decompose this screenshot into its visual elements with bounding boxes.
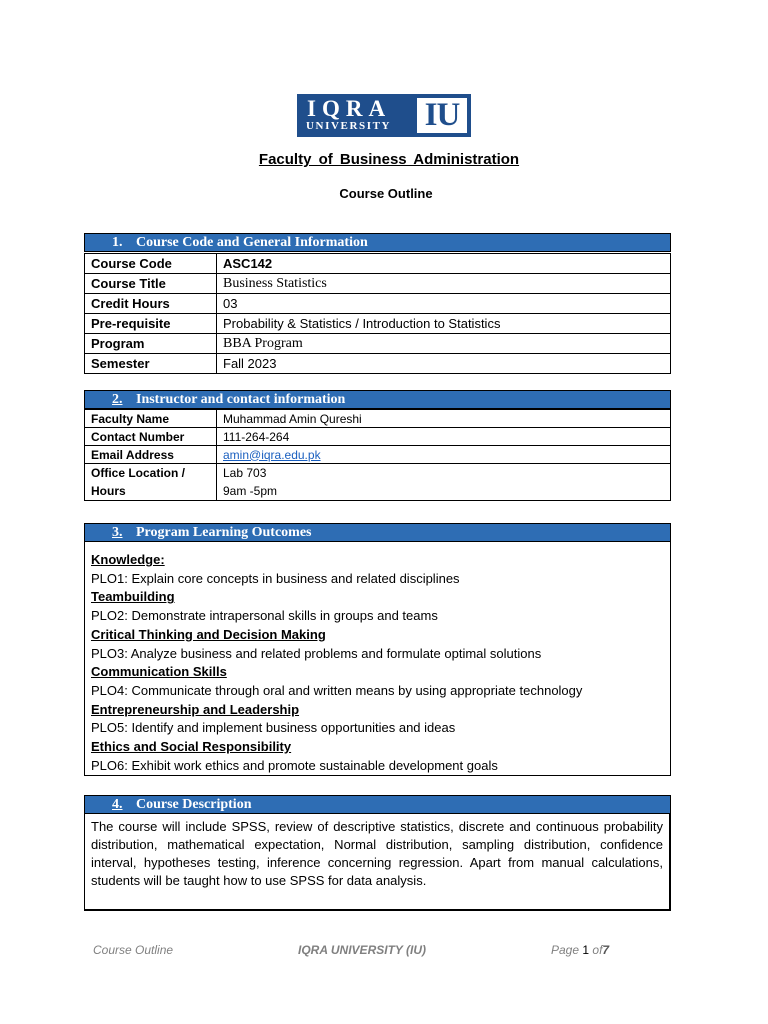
section2-number: 2.: [112, 392, 123, 407]
credit-hours-label: Credit Hours: [85, 294, 217, 314]
program-label: Program: [85, 334, 217, 354]
plo-heading: Entrepreneurship and Leadership: [91, 701, 300, 717]
table-row: [85, 446, 671, 464]
plo-heading: Ethics and Social Responsibility: [91, 739, 292, 755]
section4-header: [84, 795, 671, 814]
table-row: [85, 334, 671, 354]
table-row: [85, 428, 671, 446]
table-row: [85, 274, 671, 294]
footer-page: [551, 943, 609, 957]
course-info-table: [84, 253, 671, 374]
course-description-text: The course will include SPSS, review of descriptive statistics, discrete and continuous probability distribution, mathematical expectation, Normal distribution, sampling distribution, confidence interval, hypotheses testing, inference concerning regression. Apart from manual calculations, students will be taught how to use SPSS for data analysis.: [91, 819, 663, 888]
footer-center: IQRA UNIVERSITY (IU): [298, 943, 427, 957]
table-row: [85, 410, 671, 428]
prerequisite-label: Pre-requisite: [85, 314, 217, 334]
table-row: [85, 294, 671, 314]
faculty-name-value: Muhammad Amin Qureshi: [217, 410, 671, 428]
table-row: [85, 314, 671, 334]
faculty-heading: Faculty of Business Administration: [258, 151, 520, 168]
section4-title: Course Description: [136, 797, 252, 812]
footer-page-word: Page: [551, 943, 580, 957]
section1-number: 1.: [112, 235, 123, 250]
table-row: [85, 354, 671, 374]
section3-header: [84, 523, 671, 542]
office-location-value: Lab 703: [223, 466, 267, 480]
faculty-name-label: Faculty Name: [85, 410, 217, 428]
course-code-label: Course Code: [85, 254, 217, 274]
contact-number-value: 111-264-264: [217, 428, 671, 446]
section3-number: 3.: [112, 525, 123, 540]
credit-hours-value: 03: [217, 294, 671, 314]
plo-heading: Teambuilding: [91, 589, 175, 605]
plo-text: PLO1: Explain core concepts in business and related disciplines: [91, 570, 460, 586]
university-logo: [297, 94, 471, 137]
semester-label: Semester: [85, 354, 217, 374]
plo-heading: Communication Skills: [91, 664, 227, 680]
semester-value: Fall 2023: [217, 354, 671, 374]
plo-text: PLO2: Demonstrate intrapersonal skills in groups and teams: [91, 608, 438, 624]
email-cell: [217, 446, 671, 464]
footer-left: Course Outline: [93, 943, 174, 957]
table-row: [85, 254, 671, 274]
plo-heading: Critical Thinking and Decision Making: [91, 626, 326, 642]
course-description-box: [84, 813, 671, 911]
plo-text: PLO6: Exhibit work ethics and promote sustainable development goals: [91, 757, 498, 773]
footer-page-total: 7: [602, 943, 610, 957]
learning-outcomes-box: [84, 541, 671, 776]
table-row: [85, 464, 671, 501]
office-hours-value: 9am -5pm: [223, 484, 278, 498]
footer-page-number: 1: [582, 943, 590, 957]
plo-heading: Knowledge:: [91, 552, 165, 567]
email-link[interactable]: amin@iqra.edu.pk: [223, 447, 321, 462]
prerequisite-value: Probability & Statistics / Introduction to Statistics: [217, 314, 671, 334]
program-value: BBA Program: [217, 334, 671, 354]
footer-of-word: of: [592, 943, 603, 957]
email-address-label: Email Address: [85, 446, 217, 464]
section2-header: [84, 390, 671, 409]
office-location-label: Office Location / Hours: [85, 464, 217, 501]
logo-mark: IU: [417, 98, 467, 133]
office-location-cell: [217, 464, 671, 501]
logo-line1: IQRA: [307, 96, 392, 121]
plo-text: PLO5: Identify and implement business opportunities and ideas: [91, 720, 456, 736]
section1-header: [84, 233, 671, 252]
section2-title: Instructor and contact information: [136, 392, 346, 407]
contact-number-label: Contact Number: [85, 428, 217, 446]
logo-line2: UNIVERSITY: [306, 120, 392, 132]
course-title-value: Business Statistics: [217, 274, 671, 294]
plo-text: PLO4: Communicate through oral and written means by using appropriate technology: [91, 682, 583, 698]
course-title-label: Course Title: [85, 274, 217, 294]
plo-text: PLO3: Analyze business and related problems and formulate optimal solutions: [91, 645, 542, 661]
section4-number: 4.: [112, 797, 123, 812]
instructor-info-table: [84, 409, 671, 501]
course-code-value: ASC142: [217, 254, 671, 274]
section3-title: Program Learning Outcomes: [136, 525, 312, 540]
document-title: Course Outline: [339, 186, 433, 201]
section1-title: Course Code and General Information: [136, 235, 368, 250]
